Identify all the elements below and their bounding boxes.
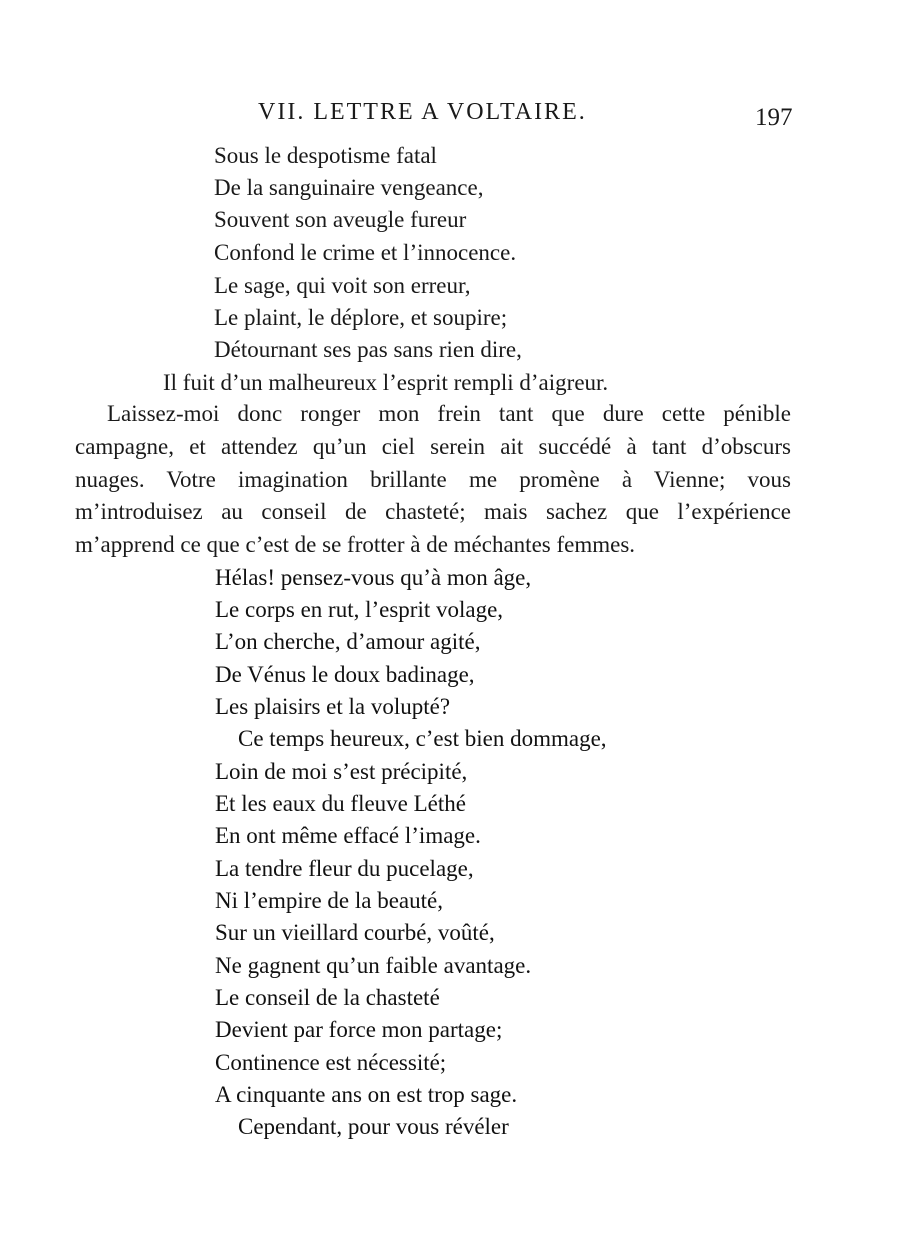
verse-line: Il fuit d’un malheureux l’esprit rempli d’aigreur.: [163, 370, 609, 395]
verse-line: L’on cherche, d’amour agité,: [215, 629, 481, 654]
verse-line: Confond le crime et l’innocence.: [214, 240, 517, 265]
verse-line: Sous le despotisme fatal: [214, 143, 437, 168]
verse-line: Loin de moi s’est précipité,: [215, 759, 468, 784]
verse-line: Le conseil de la chasteté: [215, 985, 440, 1010]
prose-line: m’apprend ce que c’est de se frotter à de méchantes femmes.: [75, 532, 636, 557]
prose-line: nuages. Votre imagination brillante me promène à Vienne; vous: [75, 467, 791, 492]
prose-line: campagne, et attendez qu’un ciel serein ait succédé à tant d’obscurs: [75, 434, 791, 459]
running-title: VII. LETTRE A VOLTAIRE.: [258, 99, 587, 125]
verse-line: Les plaisirs et la volupté?: [215, 694, 451, 719]
prose-line: m’introduisez au conseil de chasteté; mais sachez que l’expérience: [75, 499, 791, 524]
verse-line: En ont même effacé l’image.: [215, 823, 481, 848]
verse-line: Ne gagnent qu’un faible avantage.: [215, 953, 532, 978]
page-number: 197: [755, 104, 793, 131]
verse-line: Cependant, pour vous révéler: [238, 1114, 509, 1139]
verse-line: Détournant ses pas sans rien dire,: [214, 337, 522, 362]
verse-line: La tendre fleur du pucelage,: [215, 856, 474, 881]
verse-line: Et les eaux du fleuve Léthé: [215, 791, 466, 816]
verse-line: Souvent son aveugle fureur: [214, 207, 467, 232]
verse-line: Hélas! pensez-vous qu’à mon âge,: [215, 565, 532, 590]
verse-line: Devient par force mon partage;: [215, 1017, 503, 1042]
verse-line: Le plaint, le déplore, et soupire;: [214, 305, 508, 330]
verse-line: A cinquante ans on est trop sage.: [215, 1082, 518, 1107]
verse-line: Continence est nécessité;: [215, 1050, 447, 1075]
verse-line: De la sanguinaire vengeance,: [214, 175, 484, 200]
verse-line: Sur un vieillard courbé, voûté,: [215, 920, 495, 945]
verse-line: De Vénus le doux badinage,: [215, 662, 475, 687]
verse-line: Ni l’empire de la beauté,: [215, 888, 443, 913]
running-head: [0, 96, 900, 131]
verse-line: Le corps en rut, l’esprit volage,: [215, 597, 504, 622]
verse-line: Le sage, qui voit son erreur,: [214, 273, 471, 298]
prose-line: Laissez-moi donc ronger mon frein tant que dure cette pénible: [107, 401, 791, 426]
verse-line: Ce temps heureux, c’est bien dommage,: [238, 726, 607, 751]
